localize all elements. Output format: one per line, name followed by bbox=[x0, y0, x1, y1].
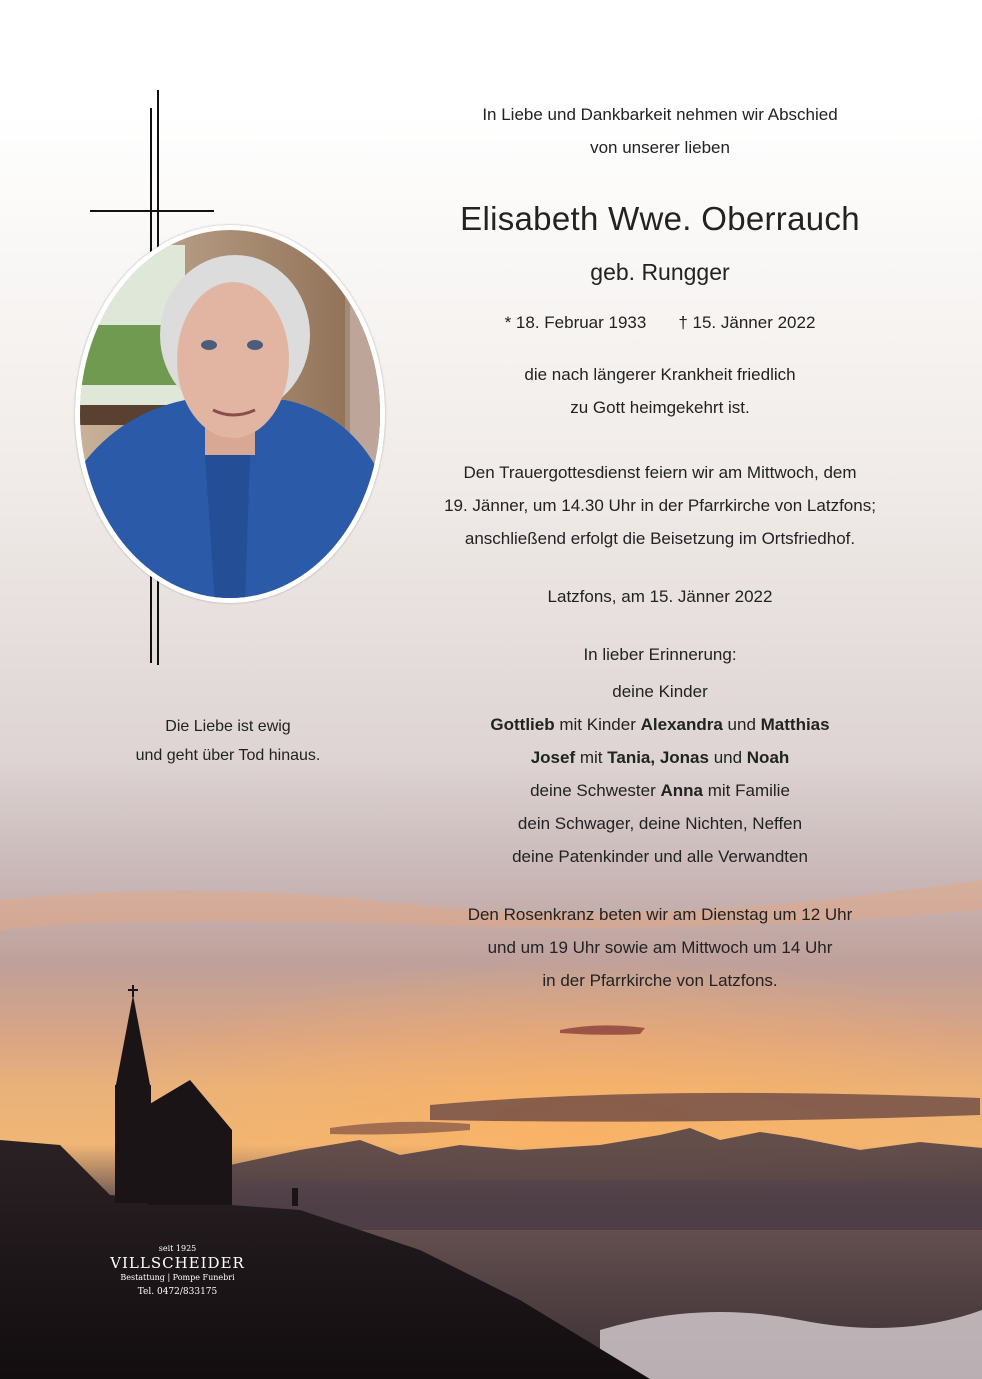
mourner-line-1: Gottlieb mit Kinder Alexandra und Matthias bbox=[490, 715, 830, 734]
intro-line: von unserer lieben bbox=[590, 138, 730, 157]
logo-brand: VILLSCHEIDER bbox=[110, 1254, 245, 1272]
deceased-name: Elisabeth Wwe. Oberrauch bbox=[460, 200, 860, 237]
portrait-photo bbox=[75, 225, 385, 603]
intro-line: In Liebe und Dankbarkeit nehmen wir Abschied bbox=[482, 105, 838, 124]
rosary-line: und um 19 Uhr sowie am Mittwoch um 14 Uhr bbox=[487, 938, 833, 957]
logo-subtitle: Bestattung | Pompe Funebri bbox=[120, 1273, 235, 1282]
intro-text bbox=[420, 98, 900, 164]
mourners-block bbox=[420, 638, 900, 873]
rosary-line: Den Rosenkranz beten wir am Dienstag um 12 Uhr bbox=[467, 905, 853, 924]
passing-line: zu Gott heimgekehrt ist. bbox=[570, 398, 750, 417]
funeral-line: anschließend erfolgt die Beisetzung im Ortsfriedhof. bbox=[464, 529, 856, 548]
quote-line: Die Liebe ist ewig bbox=[165, 718, 291, 735]
cross-horizontal-line bbox=[90, 210, 214, 212]
rosary-text bbox=[420, 898, 900, 997]
passing-text bbox=[420, 358, 900, 424]
mourner-line-2: Josef mit Tania, Jonas und Noah bbox=[530, 748, 790, 767]
memorial-quote bbox=[110, 712, 346, 770]
kinder-label: deine Kinder bbox=[612, 682, 708, 701]
quote-line: und geht über Tod hinaus. bbox=[135, 747, 321, 764]
mourner-line-4: dein Schwager, deine Nichten, Neffen bbox=[517, 814, 803, 833]
memory-heading: In lieber Erinnerung: bbox=[583, 645, 737, 664]
funeral-home-logo bbox=[100, 1244, 255, 1300]
logo-since: seit 1925 bbox=[158, 1244, 197, 1253]
funeral-text bbox=[420, 456, 900, 555]
logo-phone: Tel. 0472/833175 bbox=[137, 1287, 218, 1297]
birth-name: geb. Rungger bbox=[590, 259, 730, 285]
passing-line: die nach längerer Krankheit friedlich bbox=[524, 365, 796, 384]
place-date: Latzfons, am 15. Jänner 2022 bbox=[547, 587, 773, 606]
portrait-image bbox=[75, 225, 385, 603]
death-date: † 15. Jänner 2022 bbox=[678, 313, 816, 332]
funeral-line: 19. Jänner, um 14.30 Uhr in der Pfarrkirche von Latzfons; bbox=[444, 496, 876, 515]
rosary-line: in der Pfarrkirche von Latzfons. bbox=[542, 971, 778, 990]
life-dates bbox=[420, 306, 900, 339]
mourner-line-5: deine Patenkinder und alle Verwandten bbox=[512, 847, 808, 866]
birth-date: * 18. Februar 1933 bbox=[504, 313, 647, 332]
funeral-line: Den Trauergottesdienst feiern wir am Mittwoch, dem bbox=[463, 463, 857, 482]
mourner-line-3: deine Schwester Anna mit Familie bbox=[530, 781, 790, 800]
